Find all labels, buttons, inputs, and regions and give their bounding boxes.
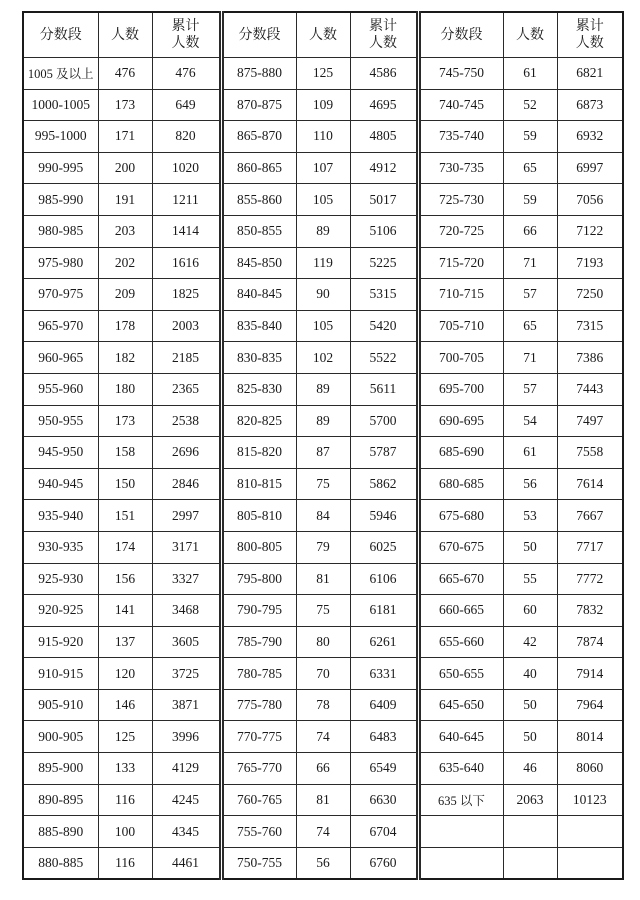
count-cell: 125	[296, 58, 350, 90]
cumulative-count-cell: 7443	[557, 373, 623, 405]
table-row	[23, 468, 623, 500]
table-row	[23, 279, 623, 311]
score-range-cell: 880-885	[23, 847, 98, 879]
count-cell: 84	[296, 500, 350, 532]
cumulative-count-cell: 6821	[557, 58, 623, 90]
count-cell: 66	[296, 753, 350, 785]
cumulative-count-cell: 6483	[350, 721, 418, 753]
header-cumulative	[152, 12, 221, 58]
score-range-cell: 695-700	[418, 373, 503, 405]
score-range-cell: 905-910	[23, 689, 98, 721]
score-range-cell: 995-1000	[23, 121, 98, 153]
cumulative-count-cell: 2365	[152, 373, 221, 405]
header-score-range: 分数段	[23, 12, 98, 58]
cumulative-count-cell: 2846	[152, 468, 221, 500]
count-cell: 65	[503, 152, 557, 184]
cumulative-count-cell: 4345	[152, 816, 221, 848]
cumulative-count-cell: 10123	[557, 784, 623, 816]
table-row	[23, 373, 623, 405]
score-range-cell: 835-840	[221, 310, 296, 342]
score-range-cell: 685-690	[418, 437, 503, 469]
count-cell: 50	[503, 721, 557, 753]
count-cell: 89	[296, 405, 350, 437]
table-row	[23, 563, 623, 595]
cumulative-count-cell: 4129	[152, 753, 221, 785]
score-range-cell: 975-980	[23, 247, 98, 279]
cumulative-count-cell: 1616	[152, 247, 221, 279]
count-cell: 137	[98, 626, 152, 658]
cumulative-count-cell: 5225	[350, 247, 418, 279]
cumulative-count-cell: 4805	[350, 121, 418, 153]
cumulative-count-cell: 1020	[152, 152, 221, 184]
score-range-cell: 845-850	[221, 247, 296, 279]
count-cell: 46	[503, 753, 557, 785]
count-cell: 74	[296, 721, 350, 753]
cumulative-count-cell: 7056	[557, 184, 623, 216]
cumulative-count-cell: 7772	[557, 563, 623, 595]
cumulative-count-cell: 4912	[350, 152, 418, 184]
cumulative-count-cell: 3327	[152, 563, 221, 595]
table-row	[23, 121, 623, 153]
cumulative-count-cell: 6549	[350, 753, 418, 785]
count-cell: 55	[503, 563, 557, 595]
cumulative-count-cell: 7614	[557, 468, 623, 500]
header-cumulative-line1: 累计	[575, 18, 604, 34]
score-range-cell: 840-845	[221, 279, 296, 311]
score-range-cell: 910-915	[23, 658, 98, 690]
score-range-cell: 915-920	[23, 626, 98, 658]
score-range-cell: 810-815	[221, 468, 296, 500]
score-range-cell: 875-880	[221, 58, 296, 90]
score-range-cell: 710-715	[418, 279, 503, 311]
score-range-cell: 795-800	[221, 563, 296, 595]
cumulative-count-cell: 3468	[152, 595, 221, 627]
cumulative-count-cell: 6630	[350, 784, 418, 816]
score-range-cell: 815-820	[221, 437, 296, 469]
score-range-cell: 1000-1005	[23, 89, 98, 121]
count-cell: 120	[98, 658, 152, 690]
count-cell: 90	[296, 279, 350, 311]
cumulative-count-cell: 7193	[557, 247, 623, 279]
count-cell: 50	[503, 531, 557, 563]
score-range-cell: 705-710	[418, 310, 503, 342]
score-range-cell: 775-780	[221, 689, 296, 721]
count-cell: 71	[503, 342, 557, 374]
count-cell: 100	[98, 816, 152, 848]
table-row	[23, 405, 623, 437]
count-cell: 105	[296, 310, 350, 342]
score-range-cell: 655-660	[418, 626, 503, 658]
score-range-cell: 715-720	[418, 247, 503, 279]
count-cell: 180	[98, 373, 152, 405]
cumulative-count-cell: 5420	[350, 310, 418, 342]
score-range-cell: 925-930	[23, 563, 98, 595]
cumulative-count-cell: 5017	[350, 184, 418, 216]
table-row	[23, 847, 623, 879]
score-range-cell: 940-945	[23, 468, 98, 500]
cumulative-count-cell: 7497	[557, 405, 623, 437]
cumulative-count-cell	[557, 847, 623, 879]
header-cumulative	[350, 12, 418, 58]
count-cell: 156	[98, 563, 152, 595]
table-row	[23, 500, 623, 532]
score-range-cell: 730-735	[418, 152, 503, 184]
table-row	[23, 689, 623, 721]
count-cell: 150	[98, 468, 152, 500]
cumulative-count-cell: 6261	[350, 626, 418, 658]
cumulative-count-cell: 6106	[350, 563, 418, 595]
score-range-cell: 950-955	[23, 405, 98, 437]
cumulative-count-cell: 3605	[152, 626, 221, 658]
score-range-cell: 755-760	[221, 816, 296, 848]
score-range-cell: 780-785	[221, 658, 296, 690]
score-range-cell: 760-765	[221, 784, 296, 816]
score-range-cell: 670-675	[418, 531, 503, 563]
table-row	[23, 437, 623, 469]
cumulative-count-cell	[557, 816, 623, 848]
cumulative-count-cell: 5315	[350, 279, 418, 311]
count-cell: 70	[296, 658, 350, 690]
cumulative-count-cell: 4695	[350, 89, 418, 121]
count-cell	[503, 847, 557, 879]
table-row	[23, 247, 623, 279]
score-range-cell: 740-745	[418, 89, 503, 121]
score-range-cell: 640-645	[418, 721, 503, 753]
count-cell: 75	[296, 468, 350, 500]
cumulative-count-cell: 3871	[152, 689, 221, 721]
cumulative-count-cell: 3996	[152, 721, 221, 753]
cumulative-count-cell: 2185	[152, 342, 221, 374]
cumulative-count-cell: 6025	[350, 531, 418, 563]
score-range-cell: 635 以下	[418, 784, 503, 816]
cumulative-count-cell: 476	[152, 58, 221, 90]
score-range-cell: 870-875	[221, 89, 296, 121]
cumulative-count-cell: 7874	[557, 626, 623, 658]
score-range-cell: 850-855	[221, 215, 296, 247]
count-cell: 59	[503, 121, 557, 153]
score-range-cell: 725-730	[418, 184, 503, 216]
count-cell: 78	[296, 689, 350, 721]
count-cell: 200	[98, 152, 152, 184]
cumulative-count-cell: 5946	[350, 500, 418, 532]
count-cell: 476	[98, 58, 152, 90]
cumulative-count-cell: 4245	[152, 784, 221, 816]
count-cell: 81	[296, 784, 350, 816]
cumulative-count-cell: 2997	[152, 500, 221, 532]
cumulative-count-cell: 2696	[152, 437, 221, 469]
cumulative-count-cell: 7250	[557, 279, 623, 311]
table-row	[23, 531, 623, 563]
table-row	[23, 184, 623, 216]
cumulative-count-cell: 1211	[152, 184, 221, 216]
cumulative-count-cell: 3725	[152, 658, 221, 690]
count-cell: 57	[503, 373, 557, 405]
count-cell: 110	[296, 121, 350, 153]
count-cell: 119	[296, 247, 350, 279]
score-range-cell: 935-940	[23, 500, 98, 532]
score-range-cell: 745-750	[418, 58, 503, 90]
cumulative-count-cell: 4586	[350, 58, 418, 90]
count-cell: 54	[503, 405, 557, 437]
table-row	[23, 721, 623, 753]
count-cell: 89	[296, 373, 350, 405]
score-range-cell: 825-830	[221, 373, 296, 405]
score-range-cell: 665-670	[418, 563, 503, 595]
count-cell: 116	[98, 847, 152, 879]
header-count: 人数	[296, 12, 350, 58]
cumulative-count-cell: 649	[152, 89, 221, 121]
header-cumulative-line2: 人数	[575, 35, 604, 51]
score-range-cell: 675-680	[418, 500, 503, 532]
table-row	[23, 658, 623, 690]
header-row	[23, 12, 623, 58]
score-range-cell: 1005 及以上	[23, 58, 98, 90]
table-row	[23, 784, 623, 816]
count-cell: 109	[296, 89, 350, 121]
cumulative-count-cell: 3171	[152, 531, 221, 563]
cumulative-count-cell: 6409	[350, 689, 418, 721]
cumulative-count-cell: 7717	[557, 531, 623, 563]
count-cell: 173	[98, 89, 152, 121]
count-cell: 56	[503, 468, 557, 500]
cumulative-count-cell: 6704	[350, 816, 418, 848]
score-range-cell: 700-705	[418, 342, 503, 374]
score-range-cell: 690-695	[418, 405, 503, 437]
score-range-cell: 660-665	[418, 595, 503, 627]
count-cell: 52	[503, 89, 557, 121]
score-range-cell: 680-685	[418, 468, 503, 500]
cumulative-count-cell: 8060	[557, 753, 623, 785]
cumulative-count-cell: 6760	[350, 847, 418, 879]
score-range-cell: 720-725	[418, 215, 503, 247]
cumulative-count-cell: 6181	[350, 595, 418, 627]
table-row	[23, 152, 623, 184]
header-count: 人数	[503, 12, 557, 58]
score-range-cell: 895-900	[23, 753, 98, 785]
score-range-cell: 820-825	[221, 405, 296, 437]
count-cell: 79	[296, 531, 350, 563]
count-cell: 171	[98, 121, 152, 153]
count-cell: 209	[98, 279, 152, 311]
header-cumulative	[557, 12, 623, 58]
count-cell: 87	[296, 437, 350, 469]
score-range-cell: 750-755	[221, 847, 296, 879]
count-cell: 61	[503, 437, 557, 469]
score-range-cell: 785-790	[221, 626, 296, 658]
cumulative-count-cell: 1414	[152, 215, 221, 247]
score-range-cell: 860-865	[221, 152, 296, 184]
score-range-cell: 900-905	[23, 721, 98, 753]
count-cell: 42	[503, 626, 557, 658]
count-cell: 202	[98, 247, 152, 279]
count-cell: 89	[296, 215, 350, 247]
count-cell: 53	[503, 500, 557, 532]
cumulative-count-cell: 5106	[350, 215, 418, 247]
cumulative-count-cell: 6873	[557, 89, 623, 121]
cumulative-count-cell: 5522	[350, 342, 418, 374]
cumulative-count-cell: 5787	[350, 437, 418, 469]
score-range-cell: 970-975	[23, 279, 98, 311]
count-cell: 107	[296, 152, 350, 184]
count-cell: 65	[503, 310, 557, 342]
score-range-cell: 650-655	[418, 658, 503, 690]
score-range-cell: 830-835	[221, 342, 296, 374]
table-row	[23, 595, 623, 627]
score-range-cell: 855-860	[221, 184, 296, 216]
score-range-cell: 890-895	[23, 784, 98, 816]
count-cell	[503, 816, 557, 848]
score-distribution-table	[22, 11, 624, 880]
count-cell: 71	[503, 247, 557, 279]
score-range-cell: 800-805	[221, 531, 296, 563]
count-cell: 56	[296, 847, 350, 879]
header-cumulative-line2: 人数	[369, 35, 397, 51]
cumulative-count-cell: 2538	[152, 405, 221, 437]
count-cell: 182	[98, 342, 152, 374]
score-range-cell: 770-775	[221, 721, 296, 753]
count-cell: 2063	[503, 784, 557, 816]
score-range-cell: 635-640	[418, 753, 503, 785]
count-cell: 75	[296, 595, 350, 627]
cumulative-count-cell: 7122	[557, 215, 623, 247]
count-cell: 57	[503, 279, 557, 311]
count-cell: 80	[296, 626, 350, 658]
header-cumulative-line2: 人数	[171, 35, 200, 51]
table-row	[23, 816, 623, 848]
score-range-cell: 985-990	[23, 184, 98, 216]
table-row	[23, 58, 623, 90]
count-cell: 178	[98, 310, 152, 342]
cumulative-count-cell: 7964	[557, 689, 623, 721]
count-cell: 146	[98, 689, 152, 721]
header-cumulative-line1: 累计	[369, 18, 397, 34]
cumulative-count-cell: 8014	[557, 721, 623, 753]
table-row	[23, 310, 623, 342]
score-range-cell: 930-935	[23, 531, 98, 563]
score-range-cell: 645-650	[418, 689, 503, 721]
count-cell: 174	[98, 531, 152, 563]
cumulative-count-cell: 6331	[350, 658, 418, 690]
cumulative-count-cell: 5862	[350, 468, 418, 500]
count-cell: 50	[503, 689, 557, 721]
count-cell: 173	[98, 405, 152, 437]
table-body	[23, 58, 623, 880]
cumulative-count-cell: 7667	[557, 500, 623, 532]
header-cumulative-line1: 累计	[171, 18, 200, 34]
count-cell: 81	[296, 563, 350, 595]
score-range-cell: 955-960	[23, 373, 98, 405]
count-cell: 158	[98, 437, 152, 469]
count-cell: 141	[98, 595, 152, 627]
score-range-cell: 945-950	[23, 437, 98, 469]
count-cell: 116	[98, 784, 152, 816]
table-row	[23, 215, 623, 247]
table-row	[23, 753, 623, 785]
score-range-cell	[418, 816, 503, 848]
header-score-range: 分数段	[418, 12, 503, 58]
count-cell: 61	[503, 58, 557, 90]
count-cell: 105	[296, 184, 350, 216]
count-cell: 191	[98, 184, 152, 216]
score-range-cell: 885-890	[23, 816, 98, 848]
score-range-cell	[418, 847, 503, 879]
cumulative-count-cell: 7386	[557, 342, 623, 374]
cumulative-count-cell: 5700	[350, 405, 418, 437]
score-range-cell: 865-870	[221, 121, 296, 153]
header-count: 人数	[98, 12, 152, 58]
count-cell: 125	[98, 721, 152, 753]
table-row	[23, 89, 623, 121]
count-cell: 203	[98, 215, 152, 247]
count-cell: 102	[296, 342, 350, 374]
count-cell: 40	[503, 658, 557, 690]
cumulative-count-cell: 6997	[557, 152, 623, 184]
cumulative-count-cell: 1825	[152, 279, 221, 311]
score-range-cell: 735-740	[418, 121, 503, 153]
cumulative-count-cell: 2003	[152, 310, 221, 342]
cumulative-count-cell: 7558	[557, 437, 623, 469]
cumulative-count-cell: 5611	[350, 373, 418, 405]
cumulative-count-cell: 6932	[557, 121, 623, 153]
score-range-cell: 960-965	[23, 342, 98, 374]
score-range-cell: 765-770	[221, 753, 296, 785]
score-range-cell: 920-925	[23, 595, 98, 627]
header-score-range: 分数段	[221, 12, 296, 58]
count-cell: 133	[98, 753, 152, 785]
score-range-cell: 980-985	[23, 215, 98, 247]
cumulative-count-cell: 7315	[557, 310, 623, 342]
count-cell: 60	[503, 595, 557, 627]
cumulative-count-cell: 4461	[152, 847, 221, 879]
score-range-cell: 965-970	[23, 310, 98, 342]
score-range-cell: 790-795	[221, 595, 296, 627]
count-cell: 74	[296, 816, 350, 848]
count-cell: 66	[503, 215, 557, 247]
count-cell: 59	[503, 184, 557, 216]
score-range-cell: 990-995	[23, 152, 98, 184]
table-row	[23, 342, 623, 374]
cumulative-count-cell: 820	[152, 121, 221, 153]
score-range-cell: 805-810	[221, 500, 296, 532]
table-row	[23, 626, 623, 658]
cumulative-count-cell: 7832	[557, 595, 623, 627]
cumulative-count-cell: 7914	[557, 658, 623, 690]
count-cell: 151	[98, 500, 152, 532]
